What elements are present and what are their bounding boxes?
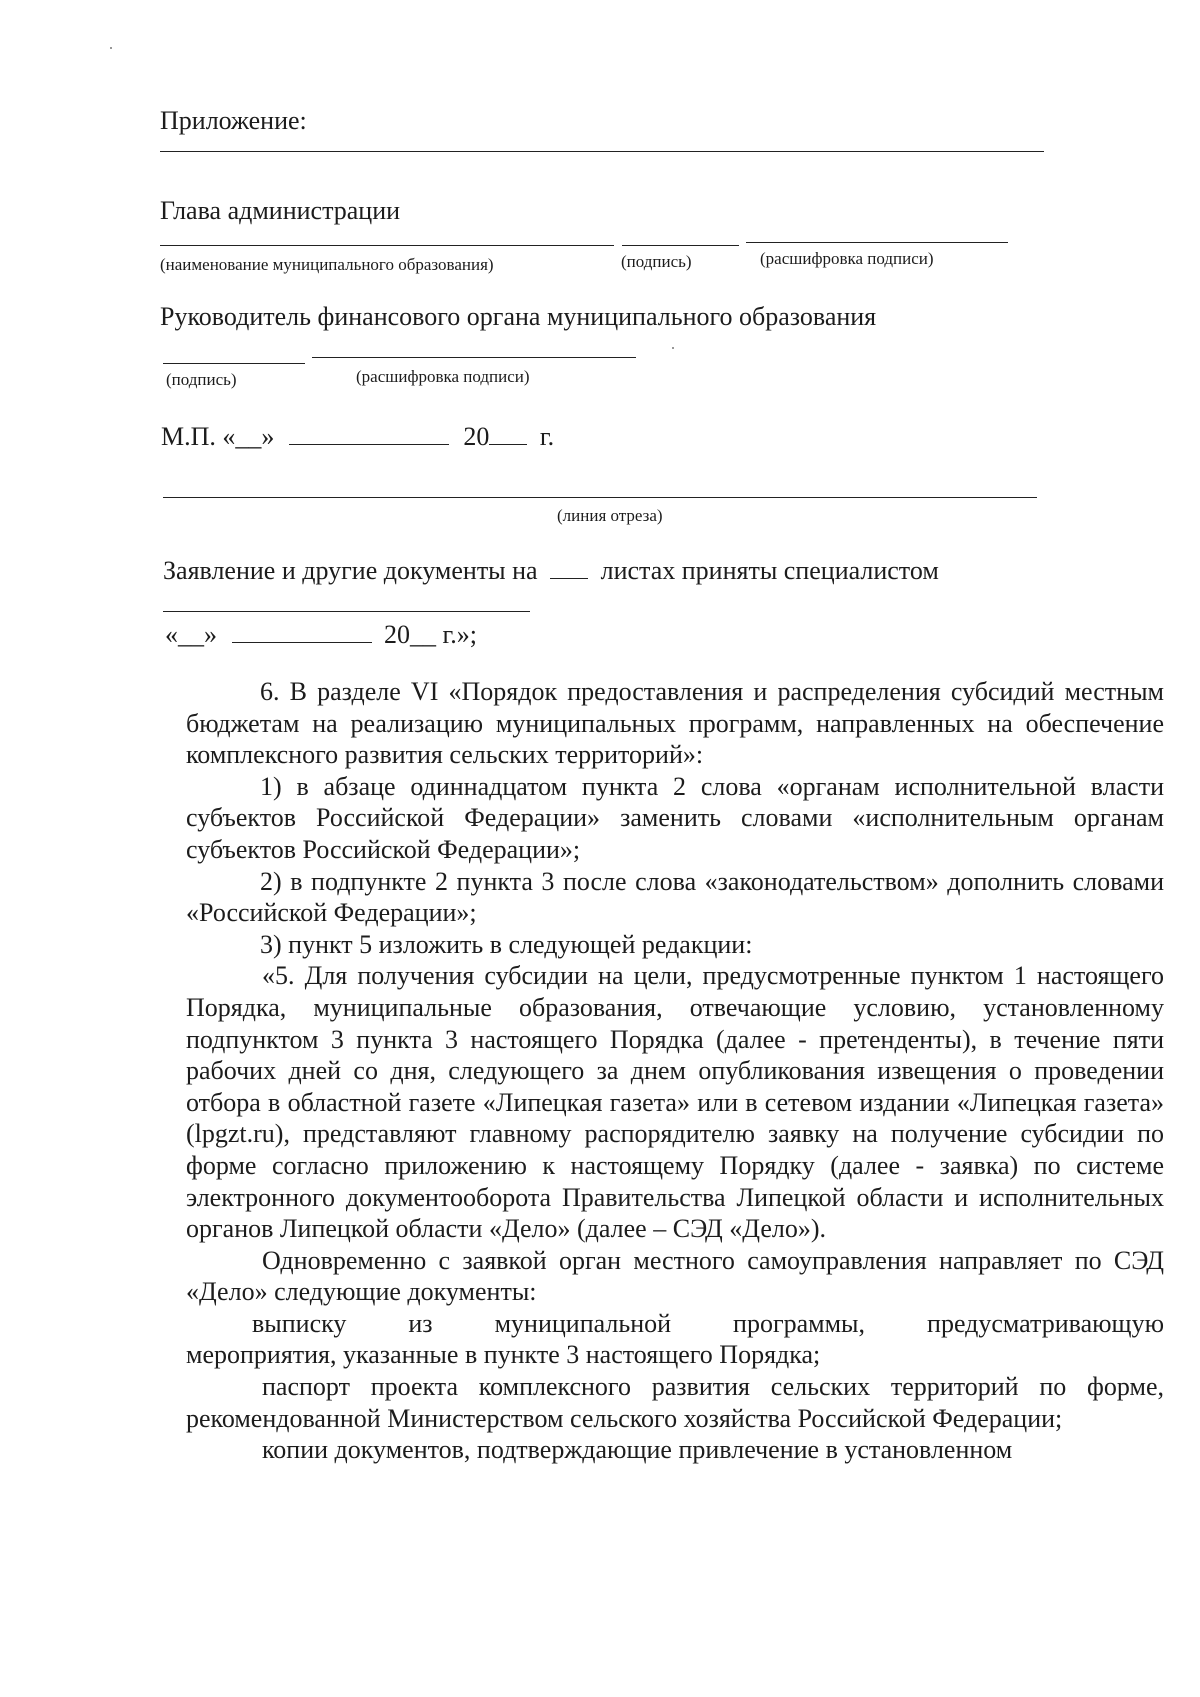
cut-line-caption: (линия отреза) <box>557 506 663 525</box>
attachment-line <box>160 151 1044 152</box>
cut-line <box>163 497 1037 498</box>
specialist-line <box>163 611 530 612</box>
year-suffix: г. <box>539 422 555 452</box>
acceptance-date-prefix: «__» <box>165 620 217 650</box>
paragraph-passport: паспорт проекта комплексного развития сельских территорий по форме, рекомендованной Министерством сельского хозяйства Российской Федерации; <box>186 1372 1164 1433</box>
attachment-label: Приложение: <box>160 106 307 135</box>
head-decoding-caption: (расшифровка подписи) <box>760 249 934 268</box>
head-title: Глава администрации <box>160 196 401 225</box>
word: предусматривающую <box>927 1308 1164 1338</box>
finance-title: Руководитель финансового органа муниципального образования <box>160 302 877 331</box>
sheets-blank <box>550 556 588 579</box>
body-text <box>186 676 1164 1466</box>
paragraph-extract-first-line <box>186 1308 1164 1340</box>
finance-signature-caption: (подпись) <box>166 370 237 389</box>
paragraph-extract-rest: мероприятия, указанные в пункте 3 настоящего Порядка; <box>186 1340 821 1370</box>
scan-speck <box>672 347 674 349</box>
paragraph-item-2: 2) в подпункте 2 пункта 3 после слова «законодательством» дополнить словами «Российской Федерации»; <box>186 866 1164 928</box>
year-blank <box>489 422 527 445</box>
head-decoding-line <box>746 242 1008 243</box>
seal-label: М.П. «__» <box>161 422 275 452</box>
seal-date-row <box>161 422 554 452</box>
paragraph-point-5: «5. Для получения субсидии на цели, предусмотренные пунктом 1 настоящего Порядка, муниципальные образования, отвечающие условию, установленному подпунктом 3 пункта 3 настоящего Порядка (далее - претенденты), в течение пяти рабочих дней со дня, следующего за днем опубликования извещения о проведении отбора в областной газете «Липецкая газета» или в сетевом издании «Липецкая газета» (lpgzt.ru), представляют главному распорядителю заявку на получение субсидии по форме согласно приложению к настоящему Порядку (далее - заявка) по системе электронного документооборота Правительства Липецкой области и исполнительных органов Липецкой области «Дело» (далее – СЭД «Дело»). <box>186 961 1164 1244</box>
word: из <box>408 1308 433 1338</box>
head-signature-caption: (подпись) <box>621 252 692 271</box>
year-prefix: 20 <box>463 422 490 452</box>
finance-decoding-caption: (расшифровка подписи) <box>356 367 530 386</box>
word: программы, <box>733 1308 866 1338</box>
municipality-caption: (наименование муниципального образования) <box>160 255 494 274</box>
head-signature-line <box>622 245 739 246</box>
paragraph-copies: копии документов, подтверждающие привлечение в установленном <box>262 1435 1013 1465</box>
acceptance-row <box>163 556 939 586</box>
paragraph-item-1: 1) в абзаце одиннадцатом пункта 2 слова «органам исполнительной власти субъектов Российской Федерации» заменить словами «исполнительным органам субъектов Российской Федерации»; <box>186 771 1164 864</box>
scan-speck <box>110 47 112 49</box>
word: муниципальной <box>494 1308 672 1338</box>
paragraph-6: 6. В разделе VI «Порядок предоставления и распределения субсидий местным бюджетам на реализацию муниципальных программ, направленных на обеспечение комплексного развития сельских территорий»: <box>186 677 1164 770</box>
finance-signature-line <box>163 363 305 364</box>
acceptance-text-after: листах приняты специалистом <box>600 556 939 586</box>
word: выписку <box>252 1308 347 1338</box>
paragraph-item-3: 3) пункт 5 изложить в следующей редакции: <box>260 929 753 959</box>
finance-decoding-line <box>312 357 636 358</box>
acceptance-month-blank <box>232 620 372 643</box>
acceptance-date-row <box>165 620 477 650</box>
month-blank <box>289 422 449 445</box>
acceptance-year: 20__ г.»; <box>384 620 477 650</box>
acceptance-text-before: Заявление и другие документы на <box>163 556 538 586</box>
paragraph-simultaneous: Одновременно с заявкой орган местного самоуправления направляет по СЭД «Дело» следующие документы: <box>186 1245 1164 1307</box>
municipality-line <box>160 245 614 246</box>
